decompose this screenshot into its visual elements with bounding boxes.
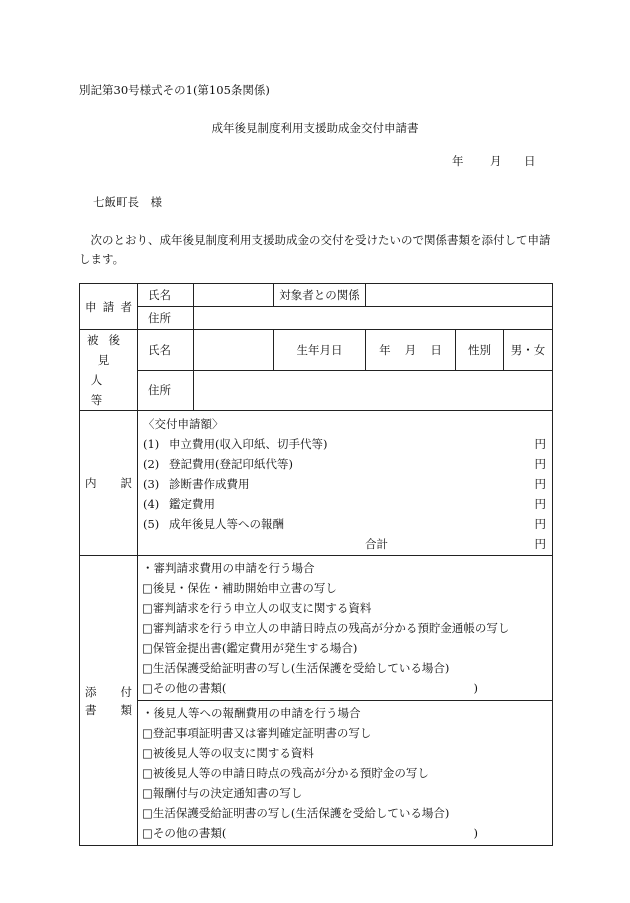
document-title: 成年後見制度利用支援助成金交付申請書 [211, 121, 419, 135]
ward-name-field[interactable] [194, 330, 274, 371]
breakdown-total[interactable]: 合計 円 [365, 537, 547, 551]
applicant-name-label: 氏名 [138, 284, 194, 307]
applicant-address-field[interactable] [194, 307, 553, 330]
ward-section-label: 被後見 人等 [80, 330, 138, 411]
attachments-group-2-heading: ・後見人等への報酬費用の申請を行う場合 [142, 706, 361, 720]
attachments-group-1-heading: ・審判請求費用の申請を行う場合 [142, 561, 315, 575]
applicant-name-field[interactable] [194, 284, 274, 307]
attachment-checkbox-item[interactable]: □登記事項証明書又は審判確定証明書の写し [142, 726, 372, 740]
attachment-checkbox-item[interactable]: □審判請求を行う申立人の申請日時点の残高が分かる預貯金通帳の写し [142, 621, 510, 635]
breakdown-item[interactable]: (4) 鑑定費用 円 [143, 497, 547, 511]
ward-name-label: 氏名 [138, 330, 194, 371]
ward-address-label: 住所 [138, 370, 194, 411]
attachments-section-label: 添 付 書 類 [80, 556, 138, 846]
date-year: 年 [452, 154, 464, 168]
breakdown-details [138, 411, 553, 556]
applicant-relation-field[interactable] [366, 284, 553, 307]
addressee: 七飯町長 様 [93, 195, 162, 209]
applicant-relation-label: 対象者との関係 [274, 284, 366, 307]
attachment-checkbox-item[interactable]: □生活保護受給証明書の写し(生活保護を受給している場合) [142, 661, 450, 675]
date-month: 月 [490, 154, 502, 168]
breakdown-item[interactable]: (3) 診断書作成費用 円 [143, 477, 547, 491]
breakdown-item[interactable]: (1) 申立費用(収入印紙、切手代等) 円 [143, 437, 547, 451]
ward-sex-options[interactable]: 男・女 [504, 330, 553, 371]
breakdown-item[interactable]: (5) 成年後見人等への報酬 円 [143, 517, 547, 531]
date-day: 日 [524, 154, 536, 168]
attachment-other-item[interactable]: □その他の書類( ) [142, 681, 479, 695]
form-number: 別記第30号様式その1(第105条関係) [79, 83, 270, 97]
attachment-checkbox-item[interactable]: □被後見人等の申請日時点の残高が分かる預貯金の写し [142, 766, 429, 780]
intro-text: 次のとおり、成年後見制度利用支援助成金の交付を受けたいので関係書類を添付して申請します。 [79, 233, 551, 266]
applicant-address-label: 住所 [138, 307, 194, 330]
attachment-checkbox-item[interactable]: □被後見人等の収支に関する資料 [142, 746, 314, 760]
attachment-checkbox-item[interactable]: □報酬付与の決定通知書の写し [142, 786, 303, 800]
attachment-checkbox-item[interactable]: □保管金提出書(鑑定費用が発生する場合) [142, 641, 358, 655]
breakdown-item[interactable]: (2) 登記費用(登記印紙代等) 円 [143, 457, 547, 471]
attachment-other-item[interactable]: □その他の書類( ) [142, 826, 479, 840]
attachment-checkbox-item[interactable]: □審判請求を行う申立人の収支に関する資料 [142, 601, 372, 615]
breakdown-section-label: 内 訳 [80, 411, 138, 556]
ward-birth-field[interactable]: 年 月 日 [366, 330, 456, 371]
ward-address-field[interactable] [194, 370, 553, 411]
breakdown-heading: 〈交付申請額〉 [143, 417, 224, 431]
attachments-group-2 [138, 701, 553, 846]
attachments-group-1 [138, 556, 553, 701]
applicant-section-label: 申 請 者 [80, 284, 138, 330]
attachment-checkbox-item[interactable]: □後見・保佐・補助開始申立書の写し [142, 581, 337, 595]
ward-sex-label: 性別 [456, 330, 504, 371]
ward-birth-label: 生年月日 [274, 330, 366, 371]
attachment-checkbox-item[interactable]: □生活保護受給証明書の写し(生活保護を受給している場合) [142, 806, 450, 820]
application-form-table [79, 283, 553, 846]
